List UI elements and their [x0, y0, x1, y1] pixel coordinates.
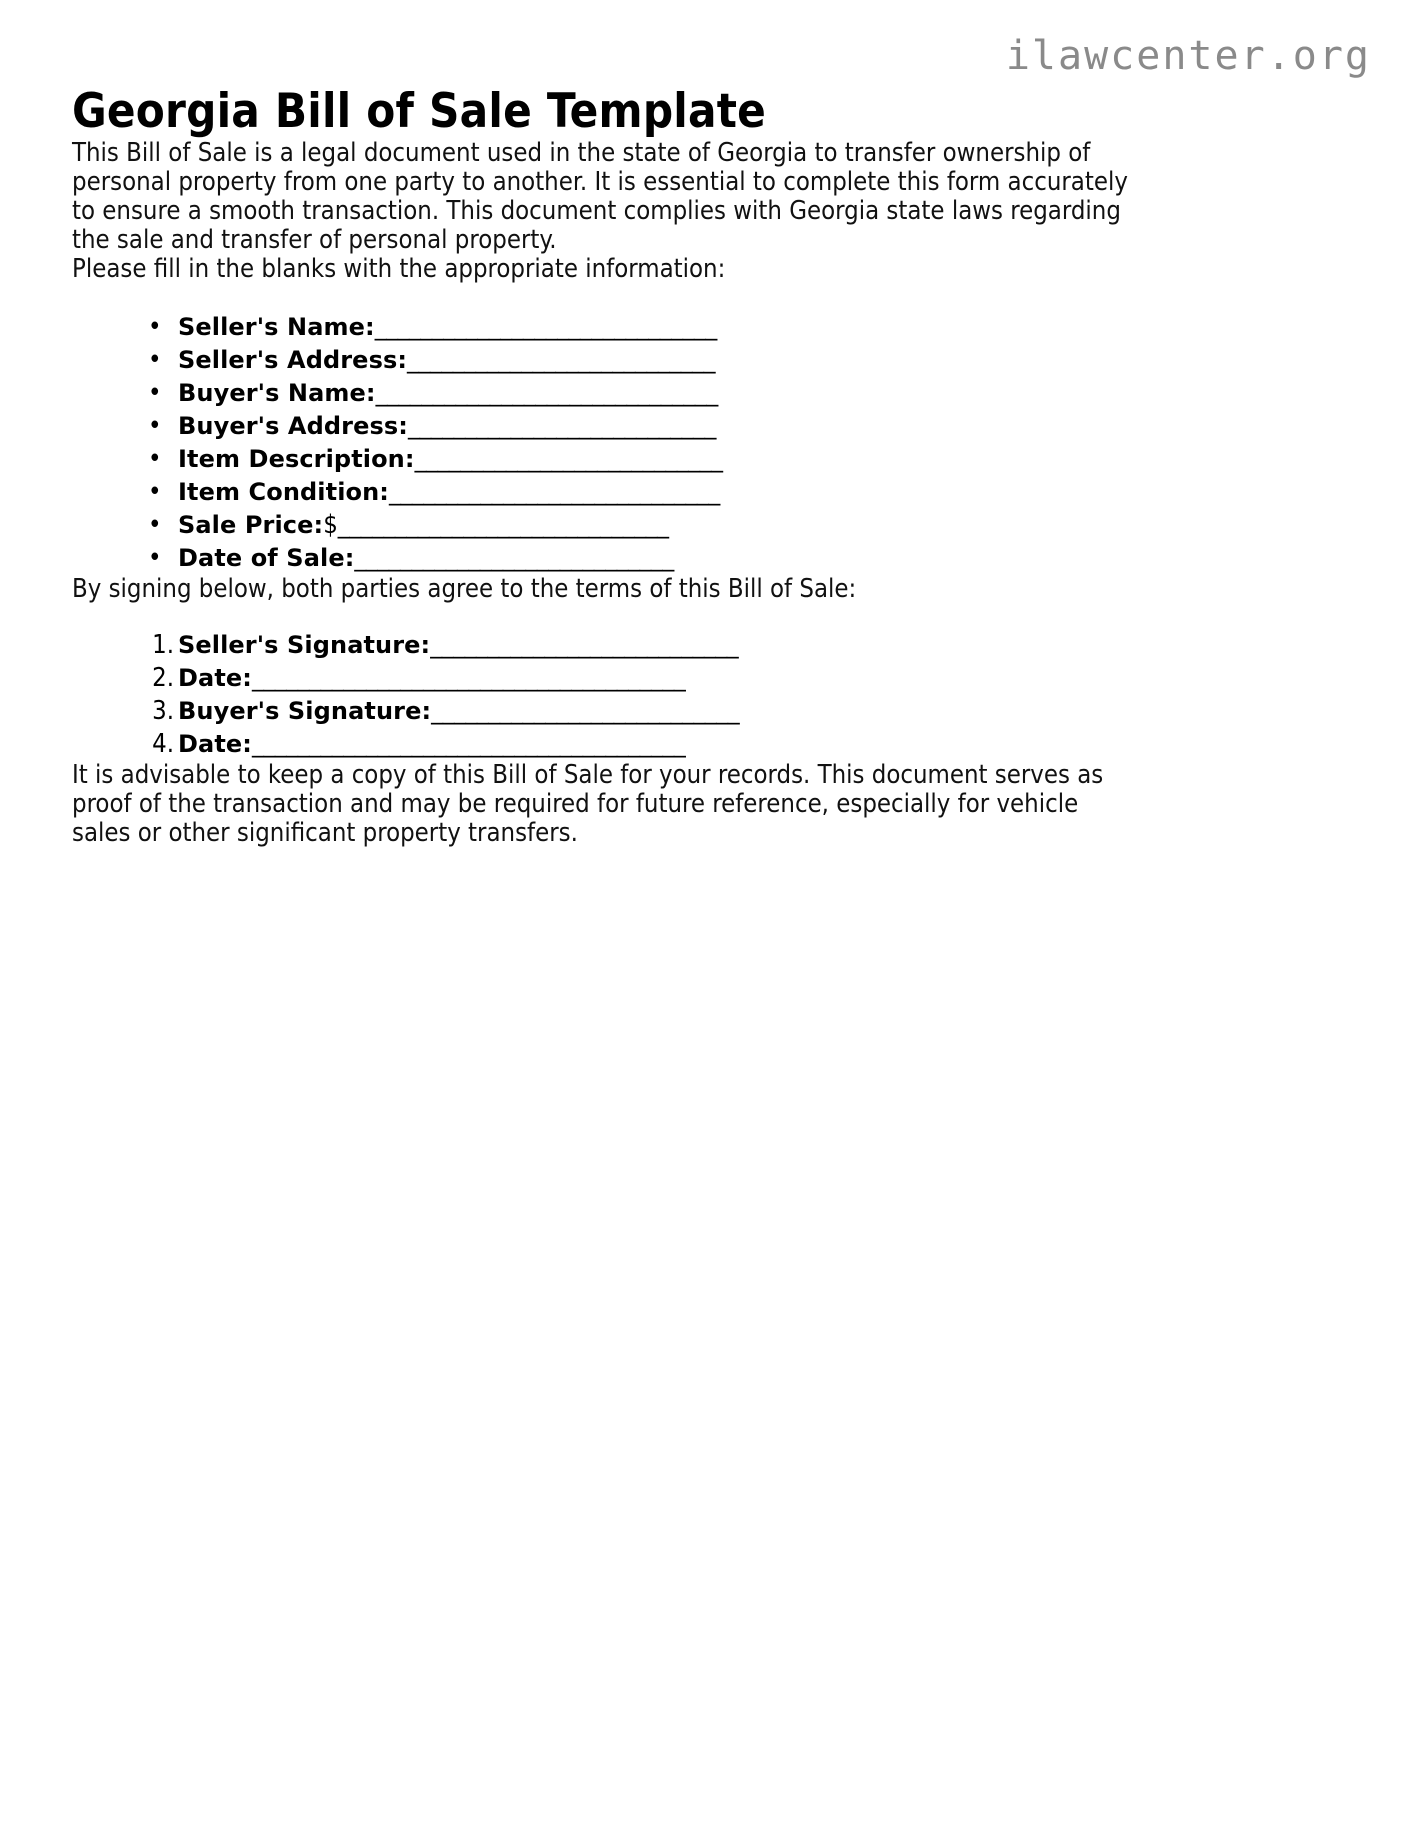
fields-list — [72, 311, 1339, 575]
field-blank[interactable]: _____________________________ — [337, 510, 669, 539]
field-blank[interactable]: _____________________________ — [389, 477, 720, 506]
signature-label: Date: — [178, 729, 252, 758]
page-title: Georgia Bill of Sale Template — [72, 84, 767, 139]
bullet-icon: • — [148, 377, 162, 408]
signature-blank[interactable]: ______________________________________ — [251, 729, 686, 758]
bullet-icon: • — [148, 542, 162, 573]
signature-list — [72, 629, 1339, 761]
list-number: 2. — [152, 662, 174, 693]
signature-blank[interactable]: ___________________________ — [430, 630, 739, 659]
field-label: Item Condition: — [178, 477, 390, 506]
field-blank[interactable]: ____________________________ — [354, 543, 674, 572]
bullet-icon: • — [148, 509, 162, 540]
field-blank[interactable]: ______________________________ — [375, 378, 718, 407]
list-number: 4. — [152, 728, 174, 759]
field-blank[interactable]: ___________________________ — [407, 411, 716, 440]
field-label: Buyer's Address: — [178, 411, 408, 440]
list-item — [72, 509, 1339, 542]
list-item — [72, 695, 1339, 728]
intro-paragraph: This Bill of Sale is a legal document used in the state of Georgia to transfer ownership of personal property from one party to another. It is essential to complete this form accurately to ensure a smooth transaction. This document complies with Georgia state laws regarding the sale and transfer of personal property. — [72, 137, 1128, 256]
signature-label: Seller's Signature: — [178, 630, 431, 659]
bullet-icon: • — [148, 476, 162, 507]
list-item — [72, 377, 1339, 410]
field-label: Seller's Address: — [178, 345, 408, 374]
field-label: Buyer's Name: — [178, 378, 376, 407]
signature-label: Buyer's Signature: — [178, 696, 432, 725]
bullet-icon: • — [148, 410, 162, 441]
list-item — [72, 443, 1339, 476]
list-item — [72, 476, 1339, 509]
list-item — [72, 311, 1339, 344]
list-item — [72, 344, 1339, 377]
signature-blank[interactable]: ______________________________________ — [251, 663, 686, 692]
currency-symbol: $ — [323, 509, 338, 540]
list-item — [72, 662, 1339, 695]
bullet-icon: • — [148, 344, 162, 375]
field-label: Sale Price: — [178, 510, 324, 539]
signing-instruction-paragraph: By signing below, both parties agree to the terms of this Bill of Sale: — [72, 573, 857, 604]
field-blank[interactable]: ______________________________ — [374, 312, 717, 341]
field-blank[interactable]: ___________________________ — [407, 345, 715, 374]
bullet-icon: • — [148, 443, 162, 474]
list-number: 3. — [152, 695, 174, 726]
field-label: Seller's Name: — [178, 312, 375, 341]
list-item — [72, 410, 1339, 443]
list-item — [72, 542, 1339, 575]
list-item — [72, 728, 1339, 761]
list-number: 1. — [152, 629, 174, 660]
signature-blank[interactable]: ___________________________ — [431, 696, 739, 725]
site-watermark: ilawcenter.org — [1005, 33, 1371, 79]
bullet-icon: • — [148, 311, 162, 342]
closing-paragraph: It is advisable to keep a copy of this Bill of Sale for your records. This document serves as proof of the transaction and may be required for future reference, especially for vehicle sales or other significant property transfers. — [72, 759, 1104, 849]
field-label: Date of Sale: — [178, 543, 355, 572]
list-item — [72, 629, 1339, 662]
field-blank[interactable]: ___________________________ — [414, 444, 723, 473]
field-label: Item Description: — [178, 444, 415, 473]
signature-label: Date: — [178, 663, 252, 692]
fill-instruction-paragraph: Please fill in the blanks with the appropriate information: — [72, 254, 726, 285]
